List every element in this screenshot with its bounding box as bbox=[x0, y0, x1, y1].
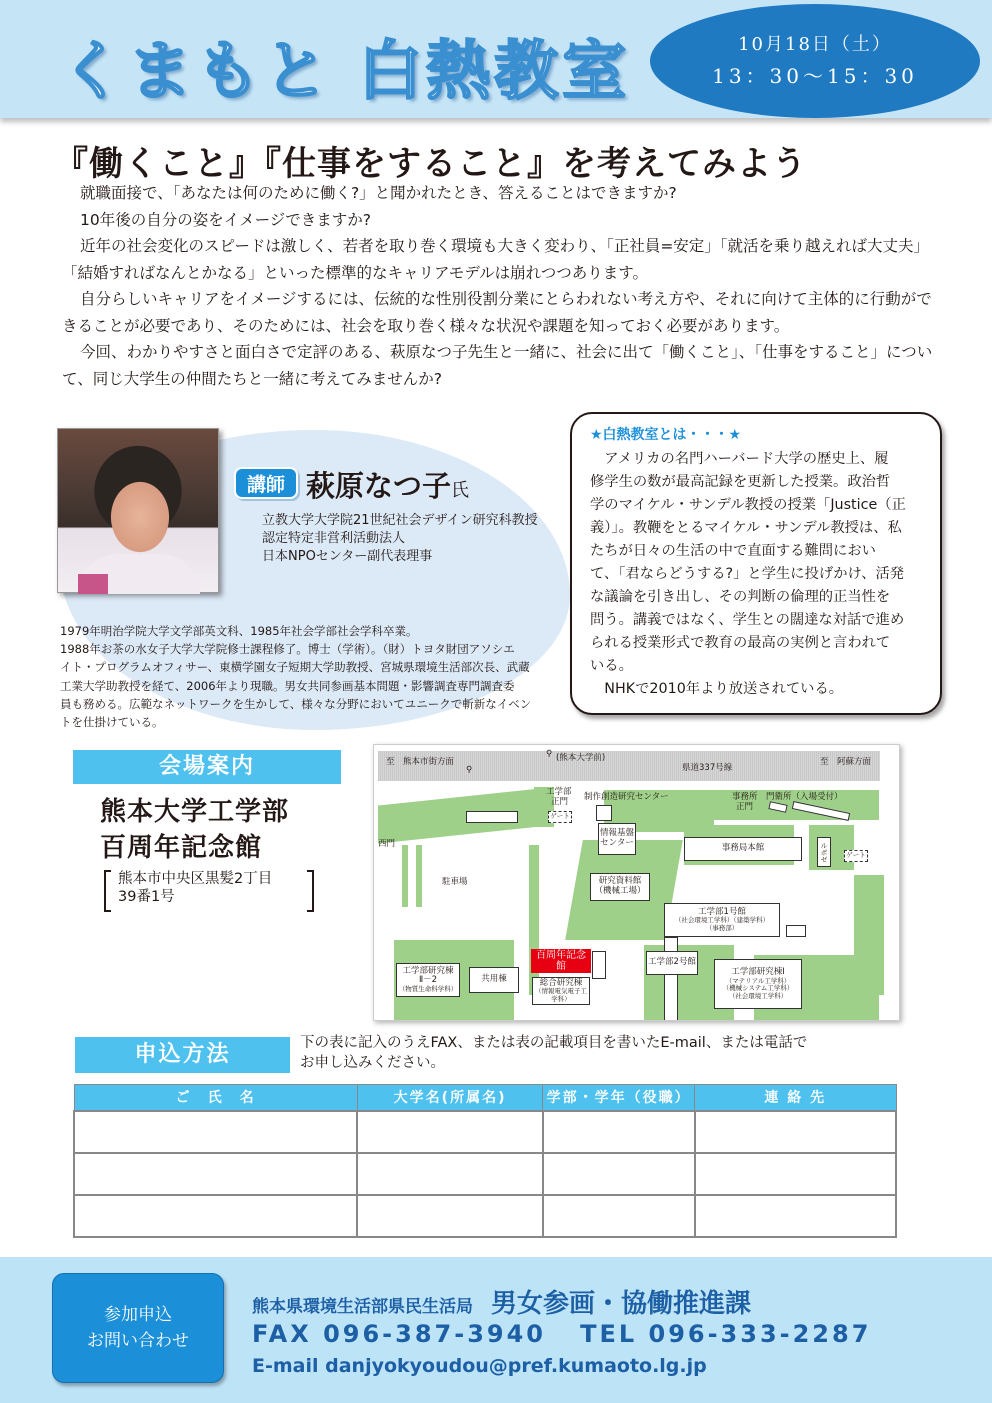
apply-inquiry-line: お問い合わせ bbox=[87, 1331, 189, 1351]
intro-line: 就職面接で、「あなたは何のために働く?」と聞かれたとき、答えることはできますか? bbox=[80, 184, 677, 202]
map-label: 総合研究棟 bbox=[539, 977, 583, 988]
name-cell[interactable] bbox=[74, 1195, 357, 1237]
lecturer-badge: 講師 bbox=[234, 467, 298, 499]
bracket-left bbox=[104, 870, 111, 912]
map-label: 研究資料館 bbox=[598, 876, 642, 887]
map-label: （マテリアル工学科） bbox=[725, 976, 791, 985]
map-building-shared bbox=[469, 967, 519, 993]
name-cell[interactable] bbox=[74, 1111, 357, 1153]
org-division: 男女参画・協働推進課 bbox=[491, 1289, 752, 1319]
organization bbox=[252, 1283, 751, 1320]
info-line: 修学生の数が最高記録を更新した授業。政治哲 bbox=[590, 474, 891, 490]
application-form-table bbox=[73, 1084, 897, 1238]
map-label: Ⅱ－2 bbox=[418, 975, 438, 986]
org-department: 熊本県環境生活部県民生活局 bbox=[252, 1297, 473, 1317]
venue-name-line: 熊本大学工学部 bbox=[100, 797, 290, 827]
bio-line: 1979年明治学院大学文学部英文科、1985年社会学部社会学科卒業。 bbox=[60, 624, 418, 638]
instruction-line: 下の表に記入のうえFAX、または表の記載項目を書いたE-mail、または電話で bbox=[300, 1035, 808, 1051]
info-line: 義）」。教鞭をとるマイケル・サンデル教授は、私 bbox=[590, 520, 902, 536]
university-cell[interactable] bbox=[357, 1111, 543, 1153]
map-label: 事務局本館 bbox=[721, 843, 765, 854]
info-line: られる授業形式で教育の最高の実例と言われて bbox=[590, 635, 891, 651]
bus-stop-icon: ⚲ bbox=[466, 765, 473, 775]
map-building-admin bbox=[684, 837, 802, 861]
info-line: たちが日々の生活の中で直面する難問におい bbox=[590, 543, 876, 559]
name-cell[interactable] bbox=[74, 1153, 357, 1195]
intro-text bbox=[62, 180, 952, 392]
table-row bbox=[74, 1111, 896, 1153]
map-label-west-gate: 西門 bbox=[378, 839, 396, 849]
map-label: （情報電気電子工学科） bbox=[535, 987, 587, 1003]
map-building-info-center bbox=[598, 823, 636, 855]
email-address[interactable]: E-mail danjyokyoudou@pref.kumaoto.lg.jp bbox=[252, 1355, 707, 1377]
page-title: くまもと 白熱教室 bbox=[60, 35, 631, 109]
university-cell[interactable] bbox=[357, 1153, 543, 1195]
map-building-eng-research-1 bbox=[714, 959, 802, 1009]
map-label: 工学部研究棟 bbox=[402, 965, 454, 976]
map-label: センター bbox=[600, 838, 634, 848]
address-line: 39番1号 bbox=[118, 889, 175, 905]
bio-line: 員も務める。広範なネットワークを生かして、様々な分野においてユニークで斬新なイベン bbox=[60, 696, 532, 711]
map-building-research-archive bbox=[590, 873, 650, 901]
table-row bbox=[74, 1195, 896, 1237]
map-label: 工学部研究棟Ⅰ bbox=[731, 966, 785, 977]
map-label: （物質生命科学科） bbox=[398, 985, 458, 994]
info-line: 問う。講義ではなく、学生との闊達な対話で進め bbox=[590, 612, 905, 628]
map-building-centennial-hall bbox=[531, 949, 591, 973]
map-green bbox=[809, 825, 854, 870]
venue-name bbox=[100, 794, 289, 866]
venue-name-line: 百周年記念館 bbox=[100, 833, 263, 863]
info-line: 学のマイケル・サンデル教授の授業「Justice（正 bbox=[590, 497, 906, 513]
info-line: アメリカの名門ハーバード大学の歴史上、履 bbox=[590, 451, 889, 467]
map-label-parking: 駐車場 bbox=[442, 877, 468, 887]
column-header-faculty-year: 学部・学年（役職） bbox=[543, 1085, 695, 1111]
instruction-line: お申し込みください。 bbox=[300, 1055, 445, 1071]
map-building-eng-1 bbox=[664, 903, 780, 937]
map-label-eng-gate: 正門 bbox=[551, 797, 569, 807]
event-time: 13：30〜15：30 bbox=[712, 64, 918, 88]
university-cell[interactable] bbox=[357, 1195, 543, 1237]
event-date: 10月18日（土） bbox=[738, 34, 892, 55]
bracket-right bbox=[307, 870, 314, 912]
venue-address bbox=[104, 870, 314, 912]
info-line: て、「君ならどうする?」と学生に投げかけ、活発 bbox=[590, 566, 905, 582]
lecturer-name bbox=[306, 464, 469, 505]
lecturer-title-line: 認定特定非営利活動法人 bbox=[262, 531, 406, 546]
contact-cell[interactable] bbox=[695, 1195, 897, 1237]
bio-line: 工業大学助教授を経て、2006年より現職。男女共同参画基本問題・影響調査専門調査委 bbox=[60, 678, 515, 693]
map-label: （社会環境工学科）（建築学科） bbox=[674, 916, 770, 925]
bio-line: トを仕掛けている。 bbox=[60, 715, 164, 730]
map-label-gate: ゲート bbox=[550, 812, 570, 821]
intro-line: 近年の社会変化のスピードは激しく、若者を取り巻く環境も大きく変わり、「正社員=安定」「就活を乗り越えれば大丈夫」 bbox=[80, 237, 930, 255]
intro-line: 自分らしいキャリアをイメージするには、伝統的な性別役割分業にとらわれない考え方や、それに向けて主体的に行動がで bbox=[80, 290, 932, 308]
map-label-route: 県道337号線 bbox=[682, 763, 733, 773]
map-label: 共用棟 bbox=[481, 974, 507, 985]
table-header-row bbox=[74, 1085, 896, 1111]
faculty-year-cell[interactable] bbox=[543, 1111, 695, 1153]
speaker-bio bbox=[60, 622, 570, 731]
map-label-office-gate: 正門 bbox=[736, 802, 754, 812]
apply-inquiry-button bbox=[52, 1273, 224, 1383]
lecturer-name-text: 萩原なつ子 bbox=[306, 469, 452, 503]
bio-line: イト・プログラムオフィサー、東横学園女子短期大学助教授、宮城県環境生活部次長、武蔵 bbox=[60, 660, 530, 675]
hakunetsu-info-box bbox=[570, 412, 942, 715]
contact-cell[interactable] bbox=[695, 1153, 897, 1195]
bio-line: 1988年お茶の水女子大学大学院修士課程修了。博士（学術）。（財）トヨタ財団アソシエ bbox=[60, 642, 515, 657]
map-building bbox=[596, 805, 612, 821]
intro-line: て、同じ大学生の仲間たちと一緒に考えてみませんか? bbox=[62, 369, 442, 388]
map-label-creation-center: 制作創造研究センター bbox=[584, 792, 669, 802]
intro-line: きることが必要であり、そのためには、社会を取り巻く様々な状況や課題を知っておく必要があります。 bbox=[62, 316, 790, 335]
map-green bbox=[854, 875, 884, 995]
map-green bbox=[416, 845, 422, 907]
info-line: NHKで2010年より放送されている。 bbox=[590, 681, 844, 697]
map-building bbox=[786, 925, 806, 937]
application-section-label: 申込方法 bbox=[75, 1037, 290, 1073]
map-green bbox=[402, 845, 408, 907]
speaker-photo-body bbox=[78, 554, 200, 594]
map-label: ルボゼ bbox=[820, 841, 829, 863]
headline: 『働くこと』『仕事をすること』を考えてみよう bbox=[54, 144, 807, 184]
map-label: （機械システム工学科） bbox=[722, 984, 794, 993]
map-building-general-research bbox=[532, 977, 590, 1005]
map-label: 工学部2号館 bbox=[648, 957, 696, 968]
tel-number[interactable]: TEL 096-333-2287 bbox=[580, 1320, 872, 1348]
map-label-guard-house: 門衛所（入場受付） bbox=[766, 792, 843, 802]
faculty-year-cell[interactable] bbox=[543, 1195, 695, 1237]
speaker-photo bbox=[57, 428, 219, 593]
contact-cell[interactable] bbox=[695, 1111, 897, 1153]
fax-number[interactable]: FAX 096-387-3940 bbox=[252, 1320, 546, 1348]
map-label-to-city: 至 熊本市街方面 bbox=[386, 757, 455, 767]
info-box-title: ★白熱教室とは・・・★ bbox=[590, 427, 742, 443]
application-instructions bbox=[300, 1033, 807, 1073]
lecturer-name-suffix: 氏 bbox=[451, 480, 470, 501]
map-label: （事務部） bbox=[705, 923, 739, 932]
map-label: 工学部1号館 bbox=[698, 906, 746, 917]
column-header-name: ご 氏 名 bbox=[74, 1085, 357, 1111]
map-building bbox=[592, 951, 606, 979]
faculty-year-cell[interactable] bbox=[543, 1153, 695, 1195]
intro-line: 10年後の自分の姿をイメージできますか? bbox=[80, 210, 371, 229]
map-label: （社会環境工学科） bbox=[728, 991, 788, 1000]
address-line: 熊本市中央区黒髪2丁目 bbox=[118, 871, 273, 887]
info-box-body bbox=[590, 448, 926, 701]
intro-line: 「結婚すればなんとかなる」といった標準的なキャリアモデルは崩れつつあります。 bbox=[62, 263, 649, 282]
venue-section-label: 会場案内 bbox=[73, 750, 341, 784]
header-banner bbox=[0, 0, 992, 118]
map-label: （機械工場） bbox=[594, 886, 646, 896]
column-header-contact: 連 絡 先 bbox=[695, 1085, 897, 1111]
map-building bbox=[466, 811, 518, 823]
map-label-to-aso: 至 阿蘇方面 bbox=[820, 757, 872, 767]
map-label-office-gate: 事務所 bbox=[732, 792, 758, 802]
map-building-eng-2 bbox=[646, 951, 698, 975]
lecturer-titles bbox=[262, 512, 538, 566]
table-row bbox=[74, 1153, 896, 1195]
column-header-university: 大学名(所属名) bbox=[357, 1085, 543, 1111]
apply-inquiry-line: 参加申込 bbox=[104, 1305, 172, 1325]
date-badge bbox=[650, 4, 980, 118]
info-line: いる。 bbox=[590, 658, 633, 674]
info-line: な議論を引き出し、その判断の倫理的正当性を bbox=[590, 589, 891, 605]
lecturer-title-line: 立教大学大学院21世紀社会デザイン研究科教授 bbox=[262, 513, 538, 528]
map-building-rubose bbox=[817, 837, 831, 867]
map-label-gate: ゲート bbox=[846, 851, 866, 860]
map-gate bbox=[548, 811, 572, 823]
map-label: 情報基盤 bbox=[599, 828, 634, 839]
map-label-highlight: 百周年記念館 bbox=[536, 949, 586, 972]
map-label-eng-gate: 工学部 bbox=[546, 787, 572, 797]
map-building bbox=[664, 937, 678, 1021]
intro-line: 今回、わかりやすさと面白さで定評のある、萩原なつ子先生と一緒に、社会に出て「働くこと」、「仕事をすること」につい bbox=[80, 343, 933, 361]
map-label-bus-stop: (熊本大学前) bbox=[556, 753, 606, 763]
lecturer-title-line: 日本NPOセンター副代表理事 bbox=[262, 549, 433, 564]
map-building-eng-research-2 bbox=[396, 963, 460, 997]
map-gate bbox=[844, 850, 868, 862]
campus-map bbox=[373, 744, 900, 1021]
phone-fax-line bbox=[252, 1320, 871, 1348]
bus-stop-icon: ⚲ bbox=[546, 749, 553, 759]
